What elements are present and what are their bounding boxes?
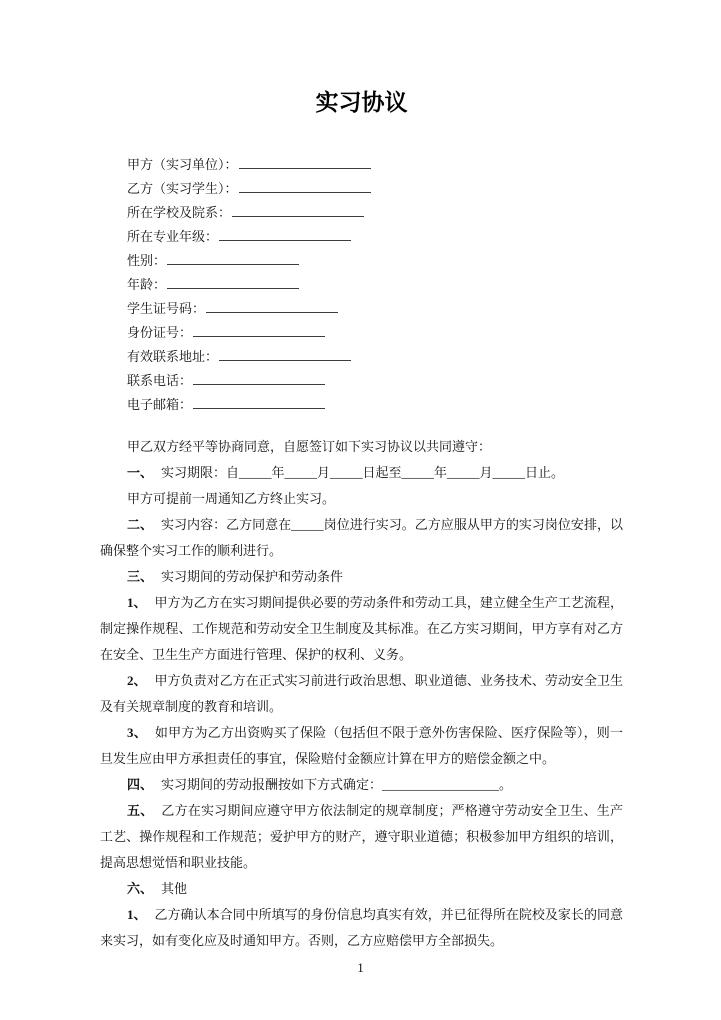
clause-text: 如甲方为乙方出资购买了保险（包括但不限于意外伤害保险、医疗保险等），则一旦发生应由甲方承担责任的事宜，保险赔付金额应计算在甲方的赔偿金额之中。 (100, 725, 623, 766)
body-paragraph (100, 590, 623, 668)
clause-text: 实习期限：自_____年_____月_____日起至_____年_____月_____日止。 (161, 465, 565, 480)
page-number: 1 (357, 960, 364, 975)
body-paragraph (100, 512, 623, 564)
body-paragraph (100, 564, 623, 590)
form-field-row (100, 273, 623, 297)
field-blank-line (193, 323, 325, 337)
field-label: 所在专业年级： (127, 229, 219, 244)
clause-text: 实习期间的劳动保护和劳动条件 (161, 569, 344, 584)
field-blank-line (167, 251, 299, 265)
clause-marker: 一、 (127, 465, 154, 480)
body-paragraph (100, 772, 623, 798)
field-label: 乙方（实习学生）： (127, 181, 238, 196)
field-blank-line (167, 275, 299, 289)
field-label: 年龄： (127, 277, 167, 292)
clause-text: 乙方在实习期间应遵守甲方依法制定的规章制度；严格遵守劳动安全卫生、生产工艺、操作规程和工作规范；爱护甲方的财产，遵守职业道德；积极参加甲方组织的培训，提高思想觉悟和职业技能。 (100, 803, 623, 870)
clause-text: 甲方为乙方在实习期间提供必要的劳动条件和劳动工具，建立健全生产工艺流程，制定操作规程、工作规范和劳动安全卫生制度及其标准。在乙方实习期间，甲方享有对乙方在安全、卫生生产方面进行管理、保护的权利、义务。 (100, 595, 623, 662)
clause-text: 乙方确认本合同中所填写的身份信息均真实有效，并已征得所在院校及家长的同意来实习，如有变化应及时通知甲方。否则，乙方应赔偿甲方全部损失。 (100, 907, 623, 948)
clause-marker: 1、 (127, 907, 147, 922)
field-blank-line (219, 227, 351, 241)
clause-text: 实习内容：乙方同意在_____岗位进行实习。乙方应服从甲方的实习岗位安排，以确保整个实习工作的顺利进行。 (100, 517, 623, 558)
body-paragraph (100, 902, 623, 954)
field-label: 学生证号码： (127, 301, 206, 316)
form-field-row (100, 249, 623, 273)
field-label: 性别： (127, 253, 167, 268)
form-field-row (100, 201, 623, 225)
form-field-row (100, 225, 623, 249)
clause-marker: 2、 (127, 673, 147, 688)
field-blank-line (219, 347, 351, 361)
clause-marker: 六、 (127, 881, 154, 896)
field-blank-line (239, 179, 371, 193)
clause-text: 甲乙双方经平等协商同意，自愿签订如下实习协议以共同遵守： (127, 439, 492, 454)
clause-marker: 三、 (127, 569, 154, 584)
form-field-row (100, 369, 623, 393)
body-paragraph (100, 486, 623, 512)
body-section (100, 434, 623, 954)
form-field-row (100, 153, 623, 177)
clause-marker: 1、 (127, 595, 147, 610)
field-blank-line (193, 371, 325, 385)
clause-text: 甲方负责对乙方在正式实习前进行政治思想、职业道德、业务技术、劳动安全卫生及有关规章制度的教育和培训。 (100, 673, 623, 714)
document-title: 实习协议 (315, 90, 408, 115)
clause-marker: 五、 (127, 803, 154, 818)
field-label: 有效联系地址： (127, 349, 219, 364)
field-label: 电子邮箱： (127, 397, 193, 412)
field-blank-line (232, 203, 364, 217)
form-field-row (100, 297, 623, 321)
field-label: 所在学校及院系： (127, 205, 232, 220)
fields-section (100, 153, 623, 417)
body-paragraph (100, 460, 623, 486)
form-field-row (100, 321, 623, 345)
clause-marker: 二、 (127, 517, 154, 532)
body-paragraph (100, 798, 623, 876)
body-paragraph (100, 668, 623, 720)
body-paragraph (100, 876, 623, 902)
clause-marker: 3、 (127, 725, 147, 740)
form-field-row (100, 393, 623, 417)
body-paragraph (100, 720, 623, 772)
field-label: 联系电话： (127, 373, 193, 388)
field-blank-line (193, 395, 325, 409)
clause-text: 其他 (161, 881, 188, 896)
body-paragraph (100, 434, 623, 460)
field-blank-line (239, 155, 371, 169)
form-field-row (100, 345, 623, 369)
clause-marker: 四、 (127, 777, 154, 792)
clause-text: 实习期间的劳动报酬按如下方式确定：__________________。 (161, 777, 513, 792)
clause-text: 甲方可提前一周通知乙方终止实习。 (127, 491, 336, 506)
field-label: 身份证号： (127, 325, 193, 340)
form-field-row (100, 177, 623, 201)
field-label: 甲方（实习单位）： (127, 157, 238, 172)
field-blank-line (206, 299, 338, 313)
